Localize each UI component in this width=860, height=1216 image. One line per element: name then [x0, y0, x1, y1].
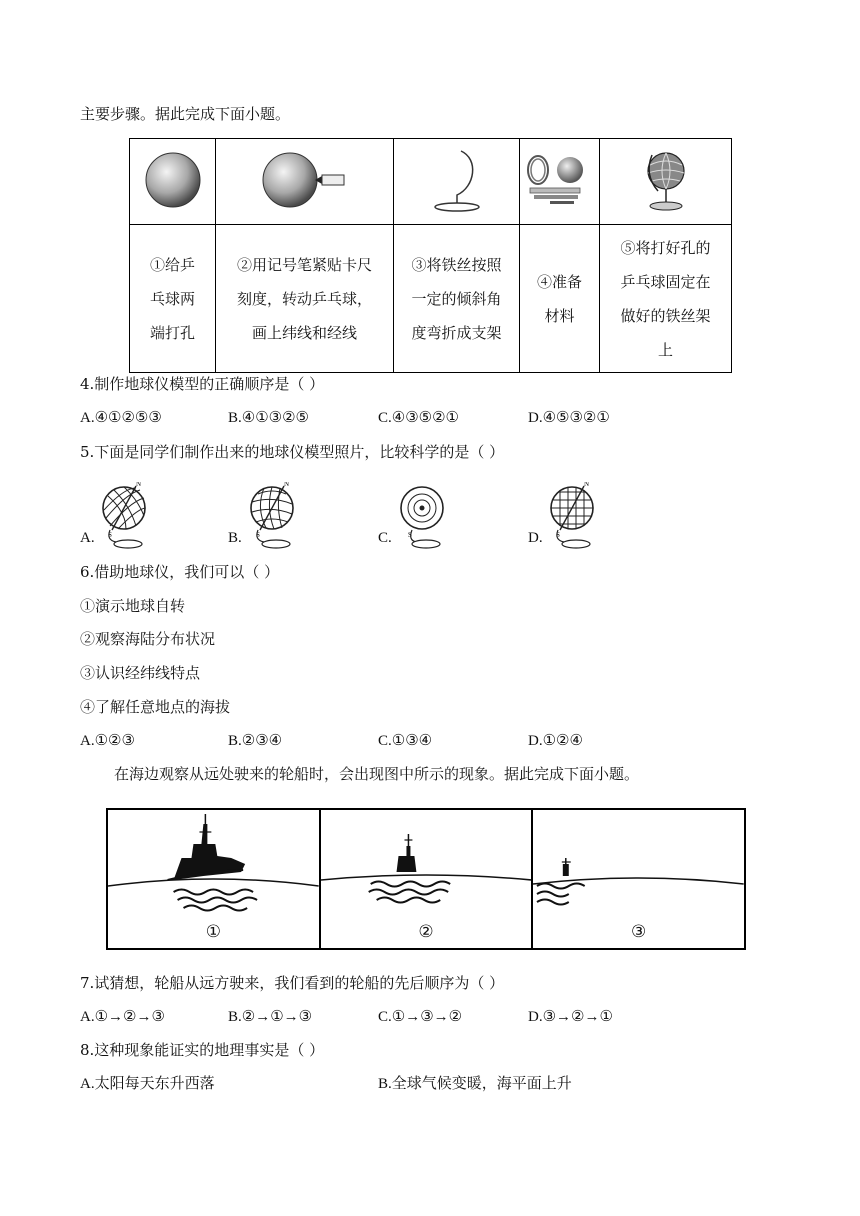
- step-4-text: ④准备 材料: [520, 225, 600, 373]
- globe-skewed-grid-icon: [244, 482, 304, 550]
- ship-figure: [106, 808, 746, 950]
- q6-stem: 6.借助地球仪，我们可以（ ）: [80, 563, 280, 581]
- pole-s-label: S: [256, 531, 260, 539]
- ship-panel-3: [533, 810, 744, 948]
- step-5-text: ⑤将打好孔的 乒乓球固定在 做好的铁丝架 上: [600, 225, 732, 373]
- pole-s-label: S: [556, 531, 560, 539]
- wire-stand-icon: [427, 145, 487, 215]
- step-5-image: [600, 139, 732, 225]
- globe-concentric-icon: [394, 482, 454, 550]
- q5-option-a-label: A.: [80, 530, 95, 546]
- pole-n-label: N: [136, 482, 142, 488]
- q7-option-b[interactable]: B.②→①→③: [228, 1009, 313, 1025]
- q5-option-c-label: C.: [378, 530, 392, 546]
- ship-panel-2: [321, 810, 534, 948]
- steps-table: [129, 138, 732, 373]
- materials-icon: [524, 150, 596, 210]
- globe-model-icon: [636, 147, 696, 213]
- q6-item-2: ②观察海陆分布状况: [80, 630, 216, 648]
- step-1-text: ①给乒 乓球两 端打孔: [130, 225, 216, 373]
- q4-option-b[interactable]: B.④①③②⑤: [228, 410, 309, 426]
- q6-option-a[interactable]: A.①②③: [80, 733, 135, 749]
- step-1-image: [130, 139, 216, 225]
- ship-panel-1-label: ①: [205, 922, 221, 942]
- q5-option-b-label: B.: [228, 530, 242, 546]
- q4-option-c[interactable]: C.④③⑤②①: [378, 410, 459, 426]
- q8-option-a[interactable]: A.太阳每天东升西落: [80, 1076, 215, 1092]
- q4-option-d[interactable]: D.④⑤③②①: [528, 410, 610, 426]
- ship-panel-3-label: ③: [631, 922, 647, 942]
- q6-item-3: ③认识经纬线特点: [80, 664, 201, 682]
- q6-option-c[interactable]: C.①③④: [378, 733, 433, 749]
- pole-n-label: N: [584, 482, 590, 488]
- step-2-text: ②用记号笔紧贴卡尺 刻度，转动乒乓球， 画上纬线和经线: [216, 225, 394, 373]
- q4-stem: 4.制作地球仪模型的正确顺序是（ ）: [80, 375, 325, 393]
- q7-option-c[interactable]: C.①→③→②: [378, 1009, 463, 1025]
- pole-s-label: S: [408, 531, 412, 539]
- q5-option-d[interactable]: [528, 482, 648, 552]
- q6-item-1: ①演示地球自转: [80, 597, 186, 615]
- q5-option-a[interactable]: [80, 482, 200, 552]
- ship-panel-2-label: ②: [418, 922, 434, 942]
- step-3-text: ③将铁丝按照 一定的倾斜角 度弯折成支架: [394, 225, 520, 373]
- q5-stem: 5.下面是同学们制作出来的地球仪模型照片，比较科学的是（ ）: [80, 443, 505, 461]
- globe-tilted-grid-icon: [96, 482, 156, 550]
- globe-square-grid-icon: [544, 482, 604, 550]
- pole-n-label: N: [284, 482, 290, 488]
- intro-text: 主要步骤。据此完成下面小题。: [80, 105, 291, 123]
- passage-ship: 在海边观察从远处驶来的轮船时，会出现图中所示的现象。据此完成下面小题。: [114, 765, 640, 783]
- step-2-image: [216, 139, 394, 225]
- ship-panel-1: [108, 810, 321, 948]
- q7-option-d[interactable]: D.③→②→①: [528, 1009, 613, 1025]
- q5-option-c[interactable]: [378, 482, 498, 552]
- pole-s-label: S: [108, 531, 112, 539]
- q6-option-b[interactable]: B.②③④: [228, 733, 283, 749]
- q7-option-a[interactable]: A.①→②→③: [80, 1009, 165, 1025]
- q8-option-b[interactable]: B.全球气候变暖，海平面上升: [378, 1076, 572, 1092]
- q7-stem: 7.试猜想，轮船从远方驶来，我们看到的轮船的先后顺序为（ ）: [80, 974, 505, 992]
- q5-option-b[interactable]: [228, 482, 348, 552]
- q4-option-a[interactable]: A.④①②⑤③: [80, 410, 162, 426]
- step-3-image: [394, 139, 520, 225]
- step-4-image: [520, 139, 600, 225]
- ping-pong-ball-icon: [143, 150, 203, 210]
- q6-item-4: ④了解任意地点的海拔: [80, 698, 231, 716]
- ball-with-pen-icon: [260, 150, 350, 210]
- q5-option-d-label: D.: [528, 530, 543, 546]
- q8-stem: 8.这种现象能证实的地理事实是（ ）: [80, 1041, 325, 1059]
- q6-option-d[interactable]: D.①②④: [528, 733, 583, 749]
